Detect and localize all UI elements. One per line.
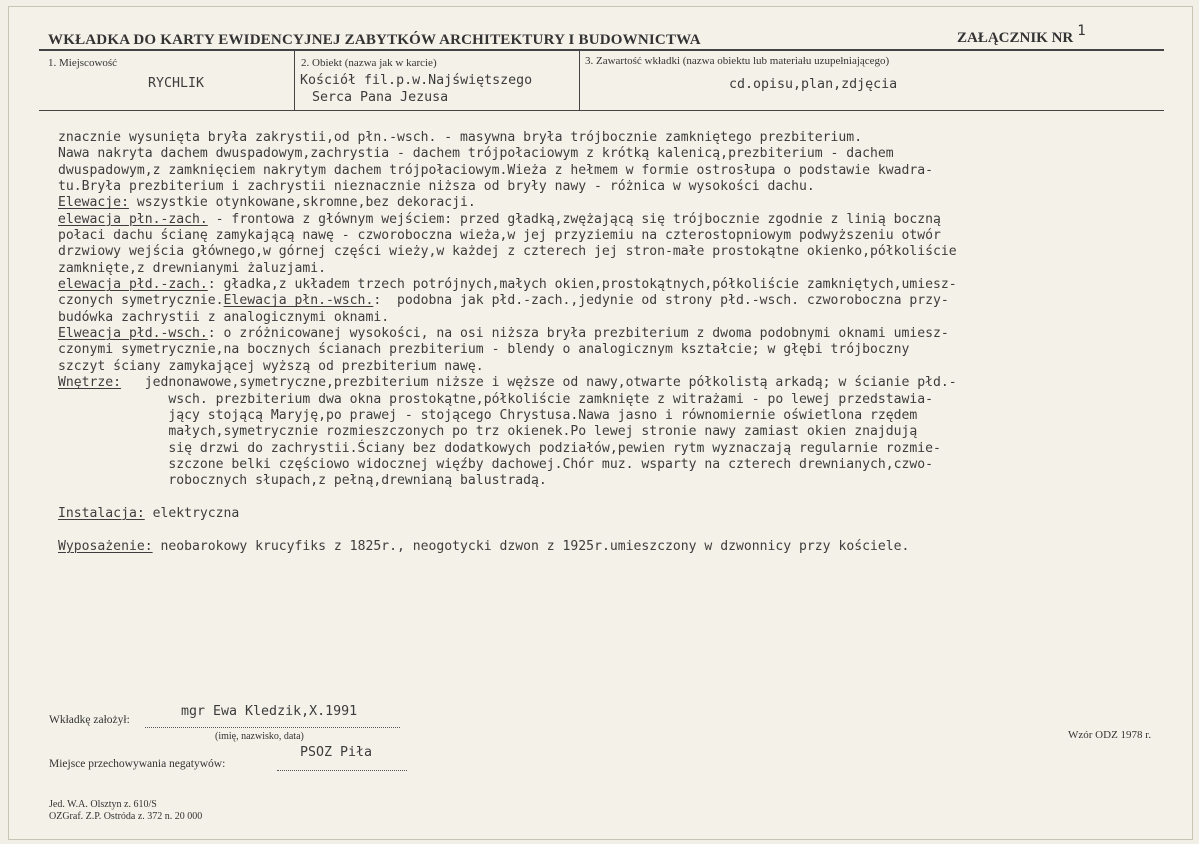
body-line: : o zróżnicowanej wysokości, na osi niższa bryła prezbiterium z dwoma podobnymi oknami umiesz-	[207, 326, 949, 342]
body-line: czonymi symetrycznie,na bocznych ścianach prezbiterium - blendy o analogicznym kształcie; w głębi trójboczny	[58, 342, 910, 358]
content-label: 3. Zawartość wkładki (nazwa obiektu lub materiału uzupełniającego)	[585, 55, 890, 67]
body-line: jednonawowe,symetryczne,prezbiterium niższe i węższe od nawy,otwarte półkolistą arkadą; w ścianie płd.-	[121, 375, 957, 391]
fields-divider	[39, 110, 1164, 111]
section-heading-interior: Wnętrze:	[58, 375, 122, 391]
top-divider	[39, 49, 1164, 51]
print-info-1: Jed. W.A. Olsztyn z. 610/S	[49, 799, 157, 810]
description-body	[58, 130, 1168, 555]
body-line: wszystkie otynkowane,skromne,bez dekoracji.	[128, 195, 476, 211]
body-line: : podobna jak płd.-zach.,jedynie od strony płd.-wsch. czworoboczna przy-	[373, 293, 949, 309]
section-heading-elevation-se: Elweacja płd.-wsch.	[58, 326, 208, 342]
author-hint: (imię, nazwisko, data)	[215, 731, 304, 742]
fields-separator-1	[294, 50, 295, 111]
print-info-2: OZGraf. Z.P. Ostróda z. 372 n. 20 000	[49, 811, 203, 822]
body-line: połaci dachu ścianę zamykającą nawę - czworoboczna wieża,w jej przyziemiu na czterostopniowym podwyższeniu otwór	[58, 228, 941, 244]
body-line: dwuspadowym,z zamknięciem nakrytym dachem trójpołaciowym.Wieża z hełmem w formie ostrosłupa o podstawie kwadra-	[58, 162, 934, 178]
annex-label	[957, 23, 1086, 47]
body-line: się drzwi do zachrystii.Ściany bez dodatkowych podziałów,pewien rytm wyznaczają regularnie rozmie-	[58, 440, 941, 456]
storage-line	[277, 770, 407, 771]
body-line: małych,symetrycznie rozmieszczonych po trz okienek.Po lewej stronie nawy zamiast okien znajdują	[58, 424, 918, 440]
fields-separator-2	[579, 50, 580, 111]
author-signature-line	[145, 727, 400, 728]
body-line: neobarokowy krucyfiks z 1825r., neogotycki dzwon z 1925r.umieszczony w dzwonnicy przy kościele.	[152, 538, 910, 554]
body-line: jący stojącą Maryję,po prawej - stojącego Chrystusa.Nawa jasno i równomiernie oświetlona rzędem	[58, 407, 918, 423]
locality-value: RYCHLIK	[148, 76, 205, 91]
body-line: robocznych słupach,z pełną,drewnianą balustradą.	[58, 473, 547, 489]
content-value: cd.opisu,plan,zdjęcia	[729, 77, 898, 92]
model-label: Wzór ODZ 1978 r.	[1068, 729, 1152, 741]
section-heading-equipment: Wyposażenie:	[58, 538, 153, 554]
body-line: drzwiowy wejścia głównego,w górnej części wieży,w każdej z czterech jej stron-małe prostokątne okienko,półkoliście	[58, 244, 957, 260]
body-line: czonych symetrycznie.	[58, 293, 224, 309]
storage-label: Miejsce przechowywania negatywów:	[49, 758, 226, 770]
author-label: Wkładkę założył:	[49, 714, 130, 726]
body-line: : gładka,z układem trzech potrójnych,małych okien,prostokątnych,półkoliście zamkniętych,umiesz-	[207, 277, 957, 293]
body-line: znacznie wysunięta bryła zakrystii,od płn.-wsch. - masywna bryła trójbocznie zamkniętego prezbiterium.	[58, 130, 863, 145]
object-value-line2: Serca Pana Jezusa	[312, 90, 449, 105]
body-line: szczyt ściany zamykającej wyższą od prezbiterium nawę.	[58, 358, 484, 374]
body-line: Nawa nakryta dachem dwuspadowym,zachrystia - dachem trójpołaciowym z krótką kalenicą,prezbiterium - dachem	[58, 146, 894, 162]
annex-number: 1	[1077, 23, 1086, 39]
annex-label-text: ZAŁĄCZNIK NR	[957, 30, 1074, 46]
form-title: WKŁADKA DO KARTY EWIDENCYJNEJ ZABYTKÓW ARCHITEKTURY I BUDOWNICTWA	[48, 32, 701, 48]
locality-label: 1. Miejscowość	[48, 57, 118, 69]
object-label: 2. Obiekt (nazwa jak w karcie)	[301, 57, 437, 69]
section-heading-elevation-sw: elewacja płd.-zach.	[58, 277, 208, 293]
body-line: zamknięte,z drewnianymi żaluzjami.	[58, 260, 327, 276]
section-heading-elevation-nw: elewacja płn.-zach.	[58, 211, 208, 227]
storage-value: PSOZ Piła	[300, 745, 373, 760]
body-line: elektryczna	[144, 505, 240, 521]
body-line: budówka zachrystii z analogicznymi oknami.	[58, 309, 390, 325]
section-heading-elevation-ne: Elewacja płn.-wsch.	[223, 293, 374, 309]
object-value-line1: Kościół fil.p.w.Najświętszego	[300, 73, 533, 88]
body-line: - frontowa z głównym wejściem: przed gładką,zwężającą się trójbocznie zgodnie z linią boczną	[207, 211, 941, 227]
body-line: szczone belki częściowo widocznej więźby dachowej.Chór muz. wsparty na czterech drewnianych,czwo-	[58, 456, 934, 472]
section-heading-installation: Instalacja:	[58, 505, 145, 521]
section-heading-elevations: Elewacje:	[58, 195, 129, 211]
body-line: tu.Bryła prezbiterium i zachrystii nieznacznie niższa od bryły nawy - różnica w wysokości dachu.	[58, 179, 815, 195]
author-value: mgr Ewa Kledzik,X.1991	[181, 704, 358, 719]
body-line: wsch. prezbiterium dwa okna prostokątne,półkoliście zamknięte z witrażami - po lewej przedstawia-	[58, 391, 934, 407]
